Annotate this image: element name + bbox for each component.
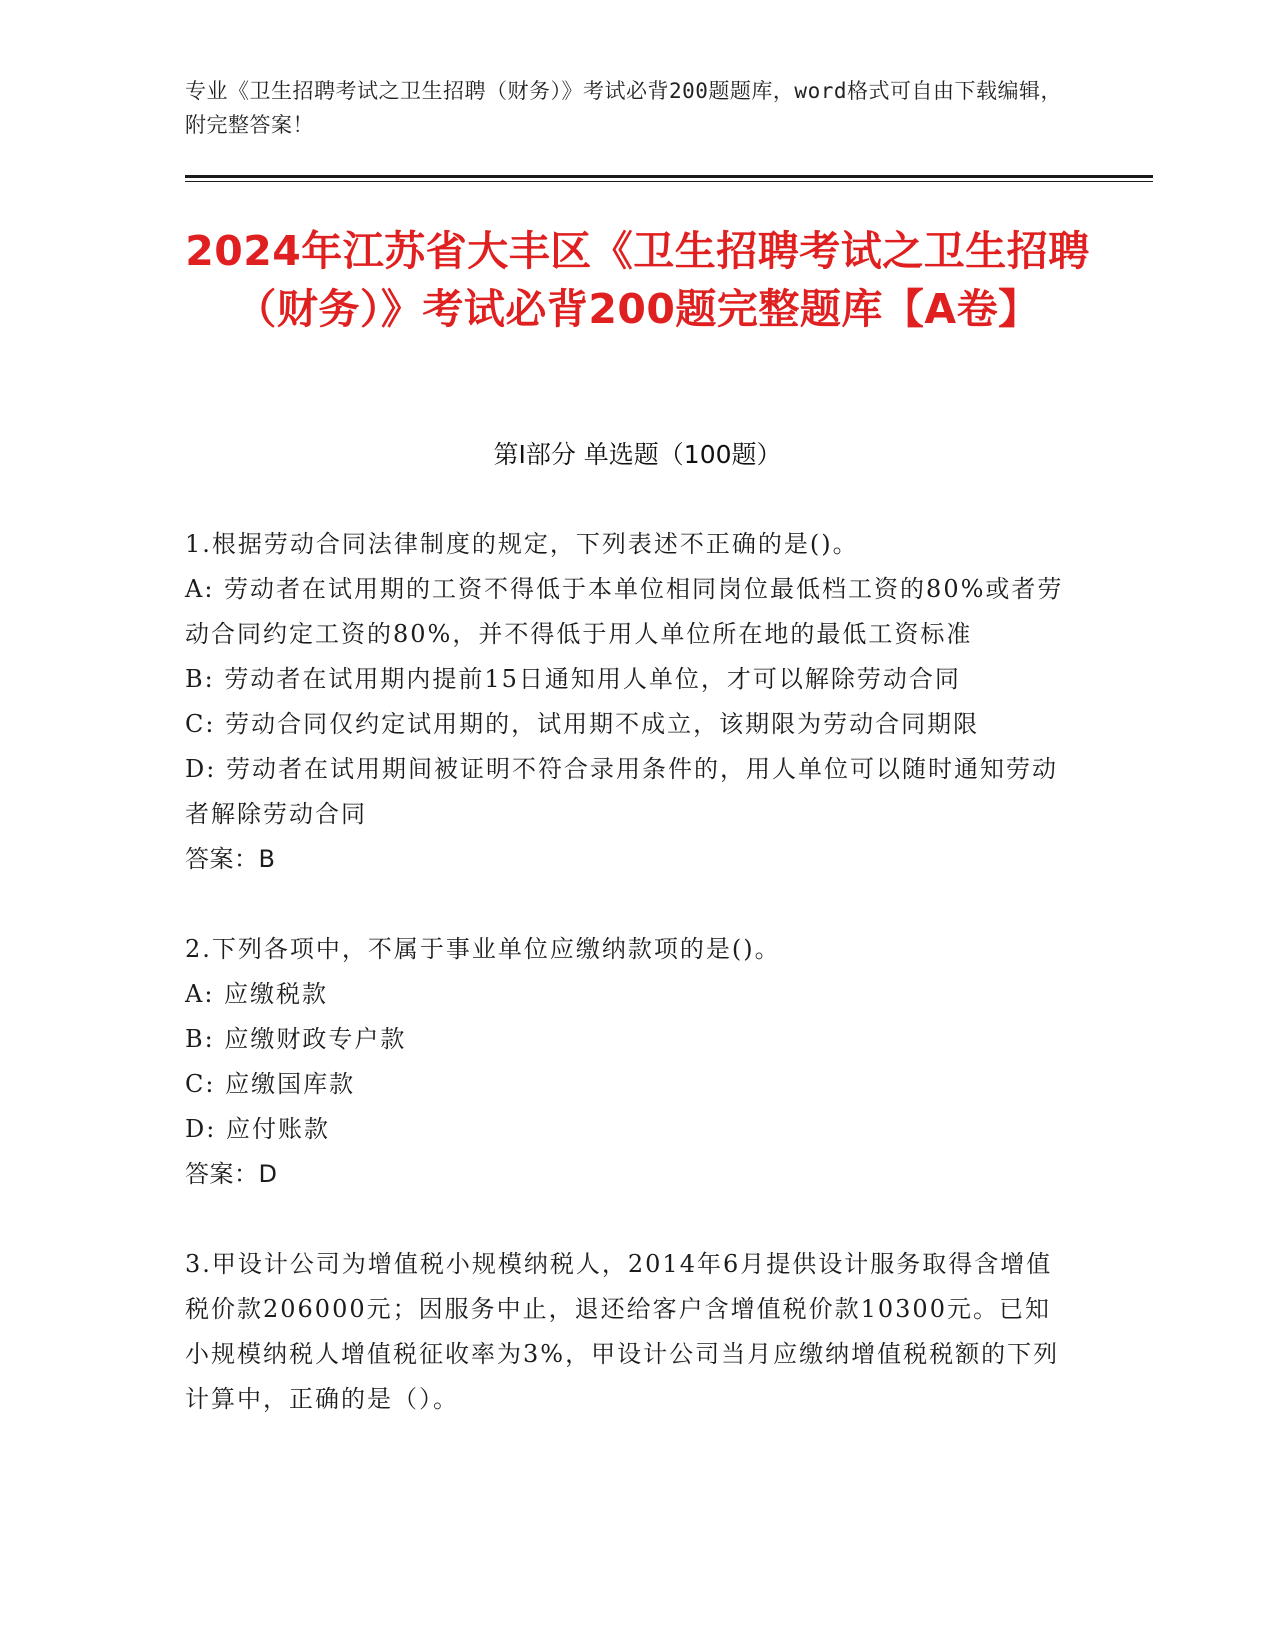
question-stem: 1.根据劳动合同法律制度的规定，下列表述不正确的是()。: [185, 530, 859, 558]
header-note: 专业《卫生招聘考试之卫生招聘（财务）》考试必背200题题库，word格式可自由下载编辑，附完整答案！: [185, 79, 1062, 137]
option-c: C: 应缴国库款: [185, 1070, 356, 1098]
question-stem: 3.甲设计公司为增值税小规模纳税人，2014年6月提供设计服务取得含增值税价款206000元；因服务中止，退还给客户含增值税价款10300元。已知小规模纳税人增值税征收率为3%，甲设计公司当月应缴纳增值税税额的下列计算中，正确的是（）。: [185, 1250, 1060, 1413]
answer-line: 答案：D: [185, 1160, 278, 1188]
option-b: B: 应缴财政专户款: [185, 1025, 407, 1053]
header-divider-thin: [185, 181, 1153, 182]
header-divider-thick: [185, 175, 1153, 178]
option-b: B: 劳动者在试用期内提前15日通知用人单位，才可以解除劳动合同: [185, 665, 961, 693]
option-a: A: 劳动者在试用期的工资不得低于本单位相同岗位最低档工资的80%或者劳动合同约定工资的80%，并不得低于用人单位所在地的最低工资标准: [185, 575, 1064, 648]
question-3: [185, 1242, 1075, 1422]
option-d: D: 劳动者在试用期间被证明不符合录用条件的，用人单位可以随时通知劳动者解除劳动合同: [185, 755, 1058, 828]
question-stem: 2.下列各项中，不属于事业单位应缴纳款项的是()。: [185, 935, 781, 963]
question-list: [185, 522, 1075, 1467]
question-2: [185, 927, 1075, 1197]
section-heading: 第I部分 单选题（100题）: [493, 440, 782, 469]
option-d: D: 应付账款: [185, 1115, 330, 1143]
question-1: [185, 522, 1075, 882]
option-c: C: 劳动合同仅约定试用期的，试用期不成立，该期限为劳动合同期限: [185, 710, 980, 738]
answer-line: 答案：B: [185, 845, 276, 873]
document-title: 2024年江苏省大丰区《卫生招聘考试之卫生招聘（财务）》考试必背200题完整题库【A卷】: [185, 227, 1090, 333]
option-a: A: 应缴税款: [185, 980, 329, 1008]
